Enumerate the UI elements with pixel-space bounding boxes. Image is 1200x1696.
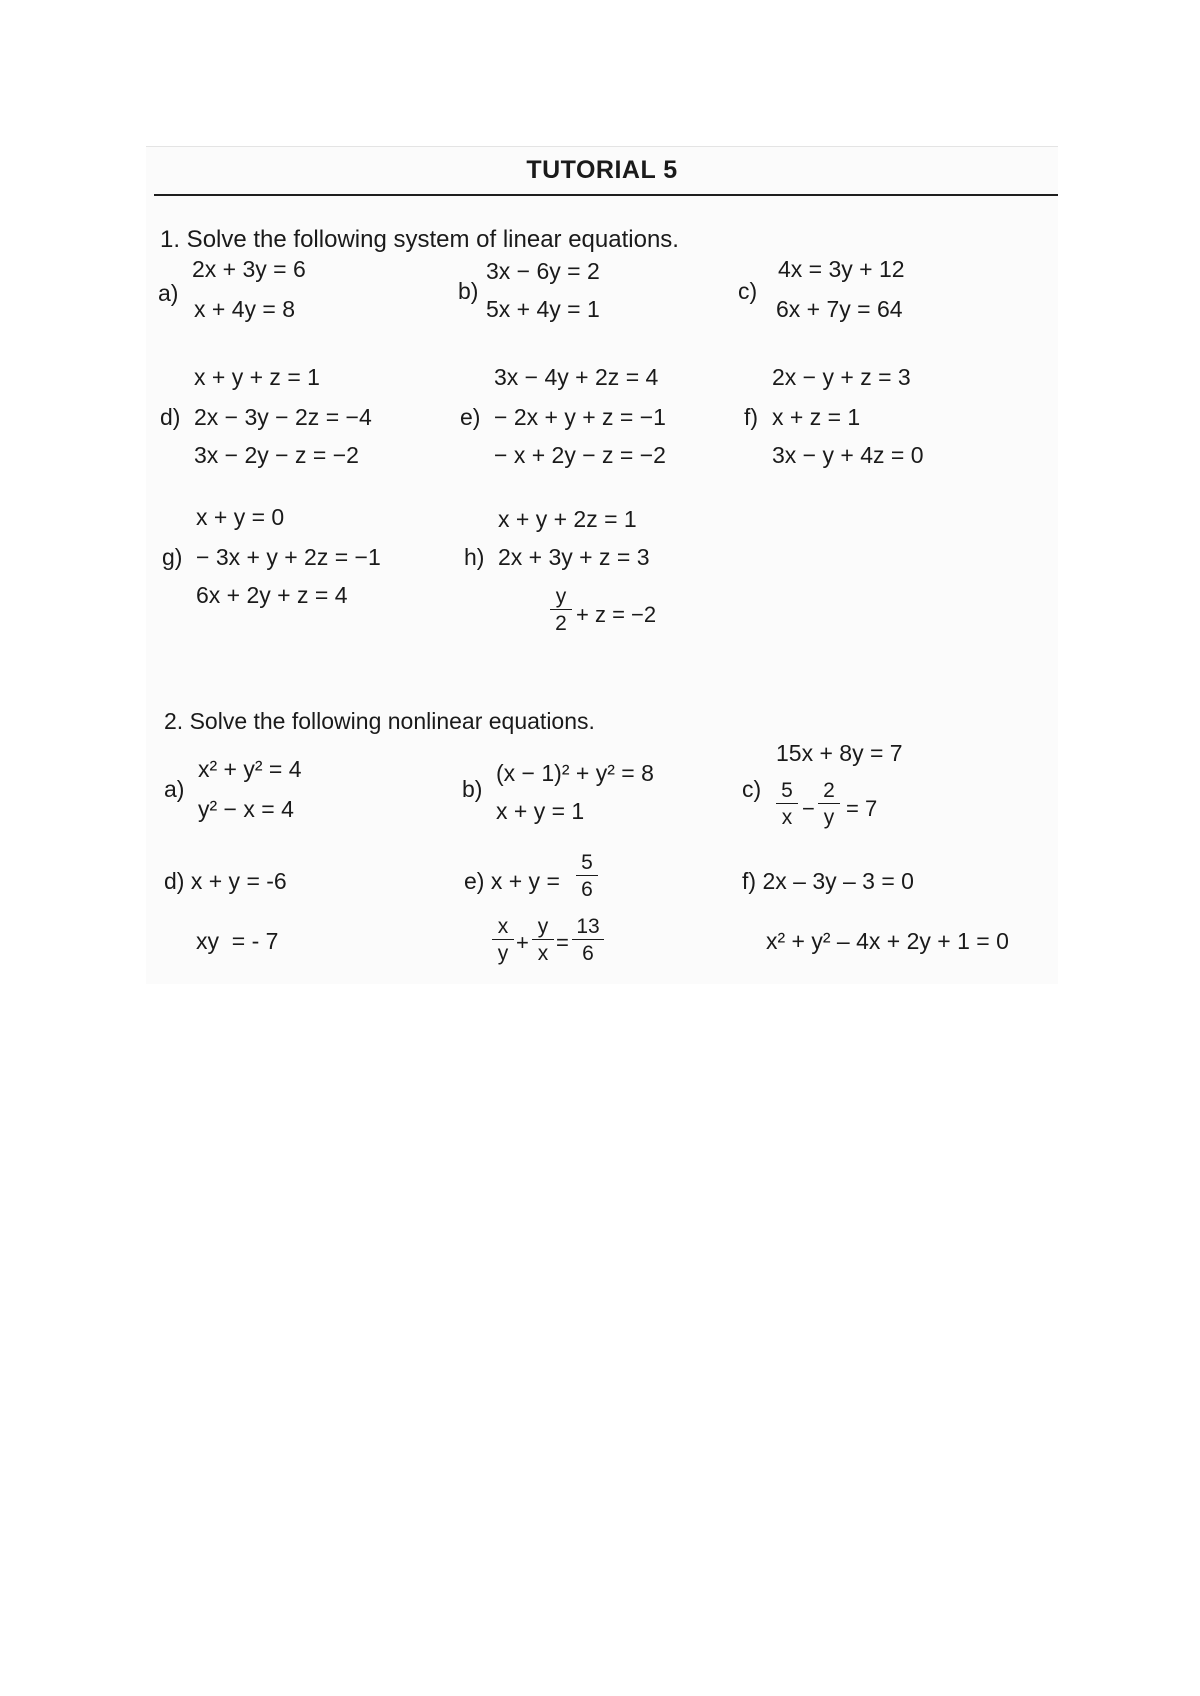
q1-a-eq2: x + 4y = 8 [194, 296, 296, 322]
q2-d-label: d) [164, 868, 185, 894]
q2-e-frac3-num: 13 [572, 916, 604, 940]
q2-e-label: e) [464, 868, 485, 894]
q2-e-equals: = [556, 930, 569, 955]
q1-g-label: g) [162, 544, 183, 570]
q2-e-frac2-den: x [537, 942, 549, 965]
q1-f-eq2: x + z = 1 [772, 404, 861, 430]
q2-e-frac1-num: x [492, 916, 514, 940]
q1-h-eq1: x + y + 2z = 1 [498, 506, 637, 532]
q2-a-eq1: x² + y² = 4 [198, 756, 302, 782]
q1-f-eq3: 3x − y + 4z = 0 [772, 442, 924, 468]
q2-e-frac1-den: y [497, 942, 509, 965]
q1-e-eq1: 3x − 4y + 2z = 4 [494, 364, 659, 390]
q1-e-eq3: − x + 2y − z = −2 [494, 442, 666, 468]
q2-d-eq1-line [164, 868, 287, 895]
q1-h-frac-num: y [550, 586, 572, 610]
q1-h-eq3-rest: + z = −2 [576, 602, 657, 627]
q1-c-label: c) [738, 278, 758, 304]
q2-a-label: a) [164, 776, 185, 802]
q2-c-eq1: 15x + 8y = 7 [776, 740, 903, 766]
q2-e-fraction-rhs [576, 852, 598, 900]
q2-b-label: b) [462, 776, 483, 802]
q1-f-eq1: 2x − y + z = 3 [772, 364, 911, 390]
page-title: TUTORIAL 5 [526, 156, 678, 184]
q2-c-frac1-den: x [781, 806, 793, 829]
q2-e-eq1-left: x + y = [490, 868, 560, 894]
q2-e-rhs-den: 6 [581, 878, 593, 901]
q1-h-frac-den: 2 [555, 612, 567, 635]
q1-g-eq1: x + y = 0 [196, 504, 285, 530]
q2-d-eq2: xy = - 7 [196, 928, 279, 954]
q2-e-frac3-den: 6 [582, 942, 594, 965]
q2-e-fraction-3 [572, 916, 604, 964]
q1-h-fraction [550, 586, 572, 634]
q1-d-eq1: x + y + z = 1 [194, 364, 320, 390]
q2-b-eq2: x + y = 1 [496, 798, 585, 824]
title-divider [154, 194, 1058, 196]
q2-f-label: f) [742, 868, 757, 894]
q2-c-label: c) [742, 776, 762, 802]
q2-c-frac2-num: 2 [818, 780, 840, 804]
q2-a-eq2: y² − x = 4 [198, 796, 294, 822]
q1-g-eq2: − 3x + y + 2z = −1 [196, 544, 381, 570]
q1-h-eq2: 2x + 3y + z = 3 [498, 544, 650, 570]
q1-f-label: f) [744, 404, 759, 430]
q2-e-rhs-num: 5 [576, 852, 598, 876]
q2-c-fraction-1 [776, 780, 798, 828]
q1-d-eq3: 3x − 2y − z = −2 [194, 442, 359, 468]
q1-a-eq1: 2x + 3y = 6 [192, 256, 306, 282]
q2-f-eq2: x² + y² – 4x + 2y + 1 = 0 [766, 928, 1009, 954]
q2-f-eq1-line [742, 868, 914, 895]
q1-g-eq3: 6x + 2y + z = 4 [196, 582, 348, 608]
q2-c-minus: − [802, 796, 815, 821]
q1-e-eq2: − 2x + y + z = −1 [494, 404, 666, 430]
q2-b-eq1: (x − 1)² + y² = 8 [496, 760, 654, 786]
q1-d-eq2: 2x − 3y − 2z = −4 [194, 404, 372, 430]
q2-c-fraction-2 [818, 780, 840, 828]
q2-e-plus: + [516, 930, 529, 955]
q2-d-eq1: x + y = -6 [190, 868, 287, 894]
q1-a-label: a) [158, 280, 179, 306]
q2-c-frac2-den: y [823, 806, 835, 829]
q2-c-frac1-num: 5 [776, 780, 798, 804]
q1-b-eq1: 3x − 6y = 2 [486, 258, 600, 284]
q2-e-fraction-1 [492, 916, 514, 964]
q1-c-eq1: 4x = 3y + 12 [778, 256, 905, 282]
q1-c-eq2: 6x + 7y = 64 [776, 296, 903, 322]
q2-f-eq1: 2x – 3y – 3 = 0 [762, 868, 914, 894]
q1-e-label: e) [460, 404, 481, 430]
q2-e-fraction-2 [532, 916, 554, 964]
q1-h-label: h) [464, 544, 485, 570]
q1-b-label: b) [458, 278, 479, 304]
q1-d-label: d) [160, 404, 181, 430]
q2-c-rest: = 7 [846, 796, 878, 821]
sheet-top-edge [146, 146, 1058, 147]
q2-e-frac2-num: y [532, 916, 554, 940]
q2-e-eq1-line [464, 868, 560, 895]
question-2-heading: 2. Solve the following nonlinear equations. [164, 708, 595, 734]
question-1-heading: 1. Solve the following system of linear equations. [160, 226, 679, 253]
q1-b-eq2: 5x + 4y = 1 [486, 296, 600, 322]
